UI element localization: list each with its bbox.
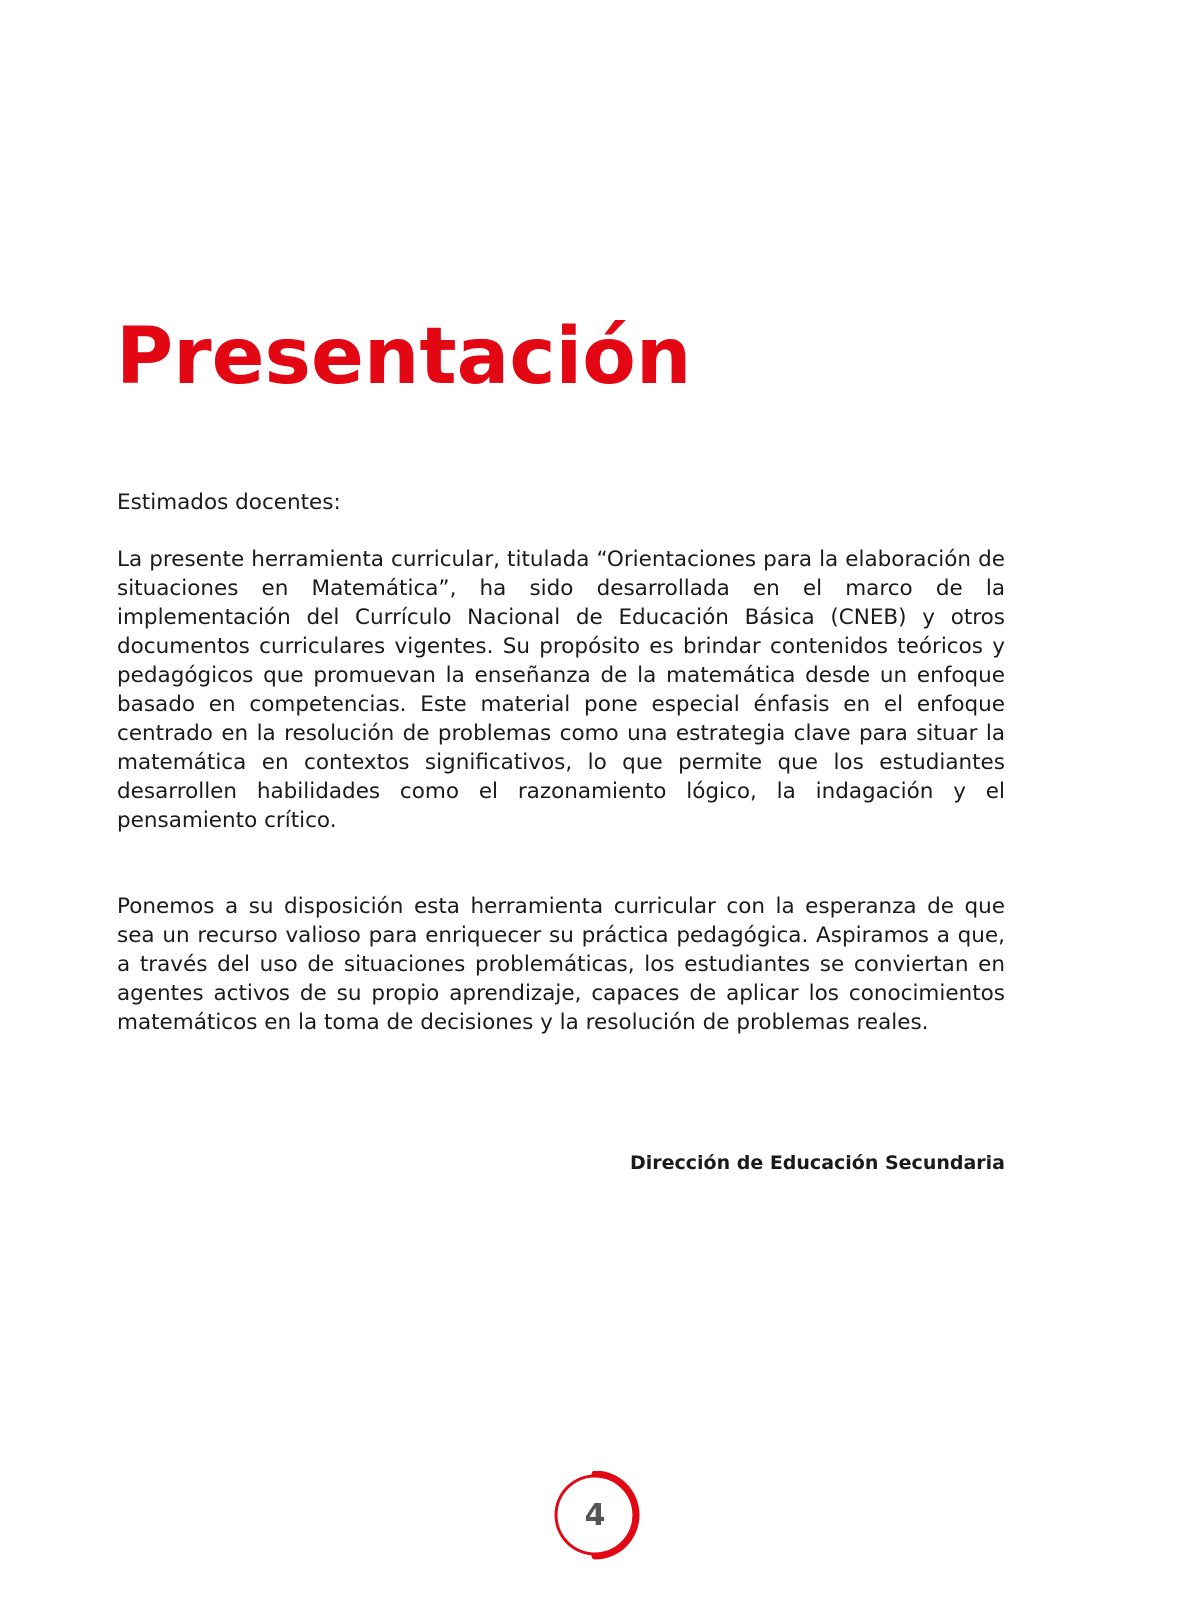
page-number-badge xyxy=(551,1471,647,1567)
page-title: Presentación xyxy=(116,312,692,402)
paragraph-2: Ponemos a su disposición esta herramienta curricular con la esperanza de que sea un recurso valioso para enriquecer su práctica pedagógica. Aspiramos a que, a través del uso de situaciones problemáticas, los estudiantes se conviertan en agentes activos de su propio aprendizaje, capaces de aplicar los conocimientos matemáticos en la toma de decisiones y la resolución de problemas reales. xyxy=(117,894,1005,1035)
greeting: Estimados docentes: xyxy=(117,490,341,515)
signature: Dirección de Educación Secundaria xyxy=(629,1152,1005,1174)
paragraph-1: La presente herramienta curricular, titulada “Orientaciones para la elaboración de situaciones en Matemática”, ha sido desarrollada en el marco de la implementación del Currículo Nacional de Educación Básica (CNEB) y otros documentos curriculares vigentes. Su propósito es brindar contenidos teóricos y pedagógicos que promuevan la enseñanza de la matemática desde un enfoque basado en competencias. Este material pone especial énfasis en el enfoque centrado en la resolución de problemas como una estrategia clave para situar la matemática en contextos significativos, lo que permite que los estudiantes desarrollen habilidades como el razonamiento lógico, la indagación y el pensamiento crítico. xyxy=(117,547,1005,833)
page-number: 4 xyxy=(584,1497,606,1533)
